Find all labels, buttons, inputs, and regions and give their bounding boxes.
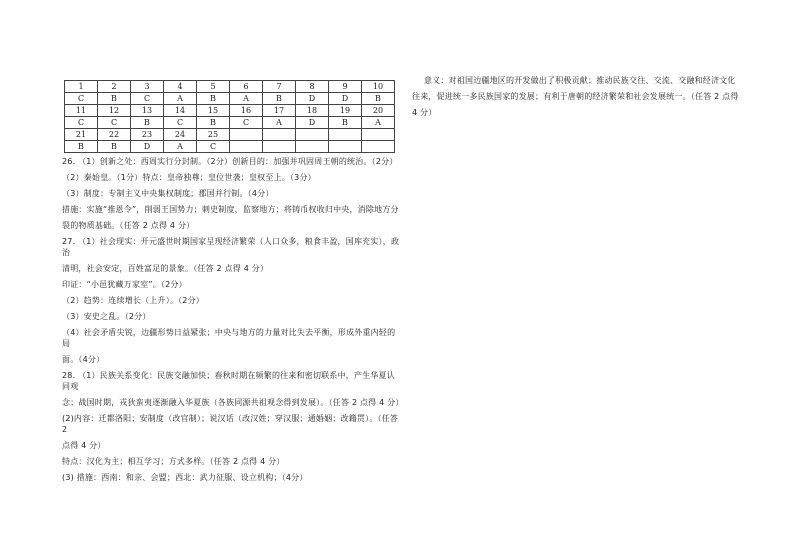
table-row [65, 105, 395, 117]
table-cell: 23 [131, 129, 164, 141]
table-cell: B [65, 141, 98, 153]
table-cell: 6 [230, 81, 263, 93]
table-cell: 17 [263, 105, 296, 117]
answer-line: 印证：“小邑犹藏万家室”。（2分） [62, 280, 187, 289]
table-cell [296, 141, 329, 153]
significance-paragraph: 意义：对祖国边疆地区的开发做出了积极贡献；推动民族交往、交流、交融和经济文化往来，促进统一多民族国家的发展；有利于唐朝的经济繁荣和社会发展统一。（任答 2 点得 4 分） [412, 76, 739, 117]
table-cell: A [230, 93, 263, 105]
table-cell [263, 129, 296, 141]
answer-line: 面。（4分） [62, 355, 105, 364]
answer-line: 26. （1）创新之处：西周实行分封制。（2分）创新目的：加强并巩固周王朝的统治。（2分） [62, 157, 398, 166]
answer-line: 点得 4 分） [62, 441, 106, 450]
table-cell [362, 129, 395, 141]
table-cell: A [164, 141, 197, 153]
table-cell: 2 [98, 81, 131, 93]
table-cell: 4 [164, 81, 197, 93]
table-cell [230, 129, 263, 141]
table-cell: A [164, 93, 197, 105]
table-cell: B [362, 93, 395, 105]
table-cell: 11 [65, 105, 98, 117]
answer-line: 清明，社会安定，百姓富足的景象。（任答 2 点得 4 分） [62, 264, 269, 273]
table-cell: C [164, 117, 197, 129]
answer-line: （2）秦始皇。（1分）特点：皇帝独尊；皇位世袭；皇权至上。（3分） [62, 173, 316, 182]
answer-line: (3) 措施：西南：和亲、会盟；西北：武力征服、设立机构；（4分） [62, 473, 308, 482]
answer-line: (2)内容：迁都洛阳；安制度（改官制）；说汉话（改汉姓；穿汉服；通婚姻；改籍贯）。（任答 2 [62, 414, 401, 434]
table-cell [263, 141, 296, 153]
table-cell: 3 [131, 81, 164, 93]
table-cell: D [296, 93, 329, 105]
table-cell [230, 141, 263, 153]
table-cell: C [65, 93, 98, 105]
table-cell [296, 129, 329, 141]
table-cell: 14 [164, 105, 197, 117]
table-cell: 19 [329, 105, 362, 117]
table-cell: 12 [98, 105, 131, 117]
answer-line: （3）制度：专制主义中央集权制度；郡国并行制。（4分） [62, 189, 274, 198]
table-cell: B [98, 93, 131, 105]
right-column [412, 73, 739, 121]
table-cell: B [263, 93, 296, 105]
table-cell: 22 [98, 129, 131, 141]
table-cell: 24 [164, 129, 197, 141]
table-cell: 20 [362, 105, 395, 117]
table-cell: 13 [131, 105, 164, 117]
table-cell: 7 [263, 81, 296, 93]
answer-line: （3）安史之乱。（2分） [62, 312, 151, 321]
table-cell: 8 [296, 81, 329, 93]
table-cell: 1 [65, 81, 98, 93]
table-cell: 18 [296, 105, 329, 117]
table-cell: C [230, 117, 263, 129]
table-row [65, 81, 395, 93]
table-cell: 15 [197, 105, 230, 117]
table-cell: C [98, 117, 131, 129]
table-cell [329, 141, 362, 153]
table-cell: 21 [65, 129, 98, 141]
table-cell: 25 [197, 129, 230, 141]
table-cell: 9 [329, 81, 362, 93]
answer-line: （4）社会矛盾尖锐，边疆形势日益紧张；中央与地方的力量对比失去平衡，形成外重内轻的局 [62, 328, 396, 348]
table-cell: D [296, 117, 329, 129]
answer-line: 措施：实施“推恩令”，削弱王国势力；刺史制度，监察地方；将铸币权收归中央，消除地方分 [62, 205, 399, 214]
table-cell: B [197, 93, 230, 105]
table-cell: C [65, 117, 98, 129]
table-cell: B [329, 117, 362, 129]
table-row [65, 129, 395, 141]
table-cell: C [197, 141, 230, 153]
table-cell: A [362, 117, 395, 129]
answer-line: 28. （1）民族关系变化：民族交融加快；春秋时期在频繁的往来和密切联系中，产生华夏认同观 [62, 371, 395, 391]
answer-line: 27. （1）社会现实：开元盛世时期国家呈现经济繁荣（人口众多，粮食丰盈，国库充实），政治 [62, 237, 400, 257]
answer-explanations [62, 156, 402, 483]
table-cell: B [197, 117, 230, 129]
answer-line: 念；战国时期，戎狄蛮夷逐渐融入华夏族（各族同源共祖观念得到发展）。（任答 2 点得 4 分） [62, 398, 404, 407]
table-cell [362, 141, 395, 153]
table-cell [329, 129, 362, 141]
table-cell: C [131, 93, 164, 105]
left-column [62, 80, 402, 488]
table-row [65, 141, 395, 153]
table-row [65, 117, 395, 129]
table-cell: D [329, 93, 362, 105]
answer-line: 特点：汉化为主；相互学习；方式多样。（任答 2 点得 4 分） [62, 457, 285, 466]
table-cell: B [98, 141, 131, 153]
table-row [65, 93, 395, 105]
table-cell: 5 [197, 81, 230, 93]
table-cell: D [131, 141, 164, 153]
answer-table [64, 80, 395, 153]
table-cell: 16 [230, 105, 263, 117]
table-cell: 10 [362, 81, 395, 93]
table-cell: B [131, 117, 164, 129]
answer-line: （2）趋势：连续增长（上升）。（2分） [62, 296, 204, 305]
table-cell: A [263, 117, 296, 129]
answer-line: 裂的物质基础。（任答 2 点得 4 分） [62, 221, 195, 230]
